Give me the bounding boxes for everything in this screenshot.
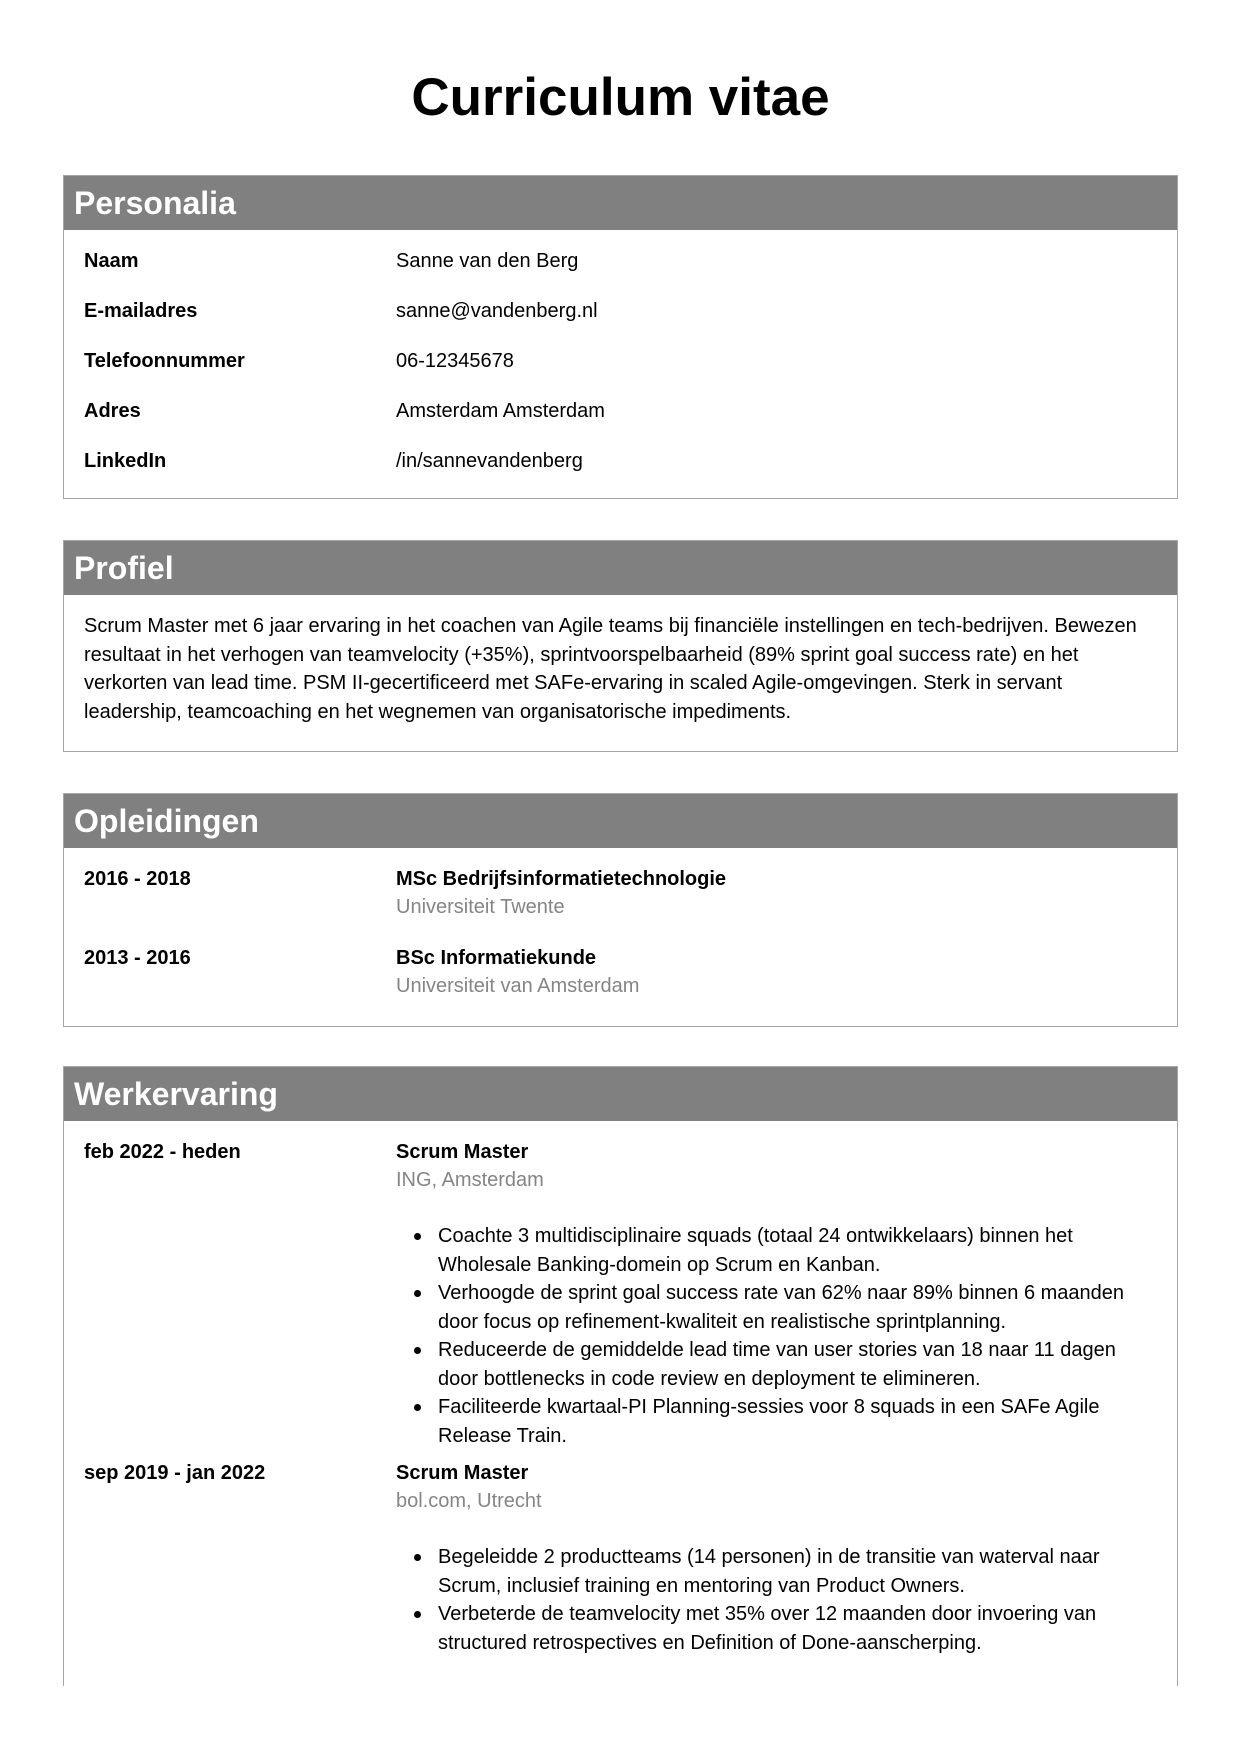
opleidingen-heading: Opleidingen: [64, 794, 1177, 848]
work-title: Scrum Master: [396, 1462, 529, 1484]
personalia-row-linkedin: [84, 447, 1157, 497]
work-item: [84, 1459, 1157, 1657]
werkervaring-heading: Werkervaring: [64, 1067, 1177, 1121]
work-period: feb 2022 - heden: [84, 1141, 241, 1163]
work-title: Scrum Master: [396, 1141, 529, 1163]
work-bullet: Verhoogde de sprint goal success rate van 62% naar 89% binnen 6 maanden door focus op refinement-kwaliteit en realistische sprintplanning.: [438, 1279, 1157, 1336]
work-company: bol.com, Utrecht: [396, 1490, 542, 1512]
personalia-row-address: [84, 397, 1157, 447]
name-value: Sanne van den Berg: [396, 250, 579, 272]
werkervaring-section: [63, 1066, 1178, 1686]
phone-label: Telefoonnummer: [84, 350, 245, 372]
work-bullet: Faciliteerde kwartaal-PI Planning-sessies voor 8 squads in een SAFe Agile Release Train.: [438, 1393, 1157, 1450]
phone-value: 06-12345678: [396, 350, 514, 372]
address-value: Amsterdam Amsterdam: [396, 400, 605, 422]
work-bullet-list: [396, 1543, 1157, 1657]
email-value: sanne@vandenberg.nl: [396, 300, 598, 322]
document-title: Curriculum vitae: [411, 68, 830, 127]
email-label: E-mailadres: [84, 300, 198, 322]
education-item: [84, 944, 1157, 1023]
name-label: Naam: [84, 250, 139, 272]
personalia-row-name: [84, 247, 1157, 297]
education-title: MSc Bedrijfsinformatietechnologie: [396, 868, 727, 890]
education-title: BSc Informatiekunde: [396, 947, 597, 969]
opleidingen-section: [63, 793, 1178, 1027]
work-company: ING, Amsterdam: [396, 1169, 544, 1191]
education-item: [84, 865, 1157, 944]
work-bullet: Coachte 3 multidisciplinaire squads (totaal 24 ontwikkelaars) binnen het Wholesale Banking-domein op Scrum en Kanban.: [438, 1222, 1157, 1279]
work-bullet-list: [396, 1222, 1157, 1450]
education-period: 2013 - 2016: [84, 947, 191, 969]
linkedin-label: LinkedIn: [84, 450, 167, 472]
work-bullet: Verbeterde de teamvelocity met 35% over 12 maanden door invoering van structured retrospectives en Definition of Done-aanscherping.: [438, 1600, 1157, 1657]
education-period: 2016 - 2018: [84, 868, 191, 890]
profiel-text: Scrum Master met 6 jaar ervaring in het coachen van Agile teams bij financiële instellingen en tech-bedrijven. Bewezen resultaat in het verhogen van teamvelocity (+35%), sprintvoorspelbaarheid (89% sprint goal success rate) en het verkorten van lead time. PSM II-gecertificeerd met SAFe-ervaring in scaled Agile-omgevingen. Sterk in servant leadership, teamcoaching en het wegnemen van organisatorische impediments.: [84, 615, 1137, 723]
personalia-row-phone: [84, 347, 1157, 397]
education-institution: Universiteit Twente: [396, 896, 565, 918]
address-label: Adres: [84, 400, 141, 422]
personalia-row-email: [84, 297, 1157, 347]
work-bullet: Begeleidde 2 productteams (14 personen) in de transitie van waterval naar Scrum, inclusief training en mentoring van Product Owners.: [438, 1543, 1157, 1600]
work-item: [84, 1138, 1157, 1450]
work-bullet: Reduceerde de gemiddelde lead time van user stories van 18 naar 11 dagen door bottlenecks in code review en deployment te elimineren.: [438, 1336, 1157, 1393]
profiel-heading: Profiel: [64, 541, 1177, 595]
personalia-heading: Personalia: [64, 176, 1177, 230]
personalia-section: [63, 175, 1178, 499]
linkedin-value: /in/sannevandenberg: [396, 450, 583, 472]
profiel-section: [63, 540, 1178, 752]
work-period: sep 2019 - jan 2022: [84, 1462, 266, 1484]
education-institution: Universiteit van Amsterdam: [396, 975, 640, 997]
